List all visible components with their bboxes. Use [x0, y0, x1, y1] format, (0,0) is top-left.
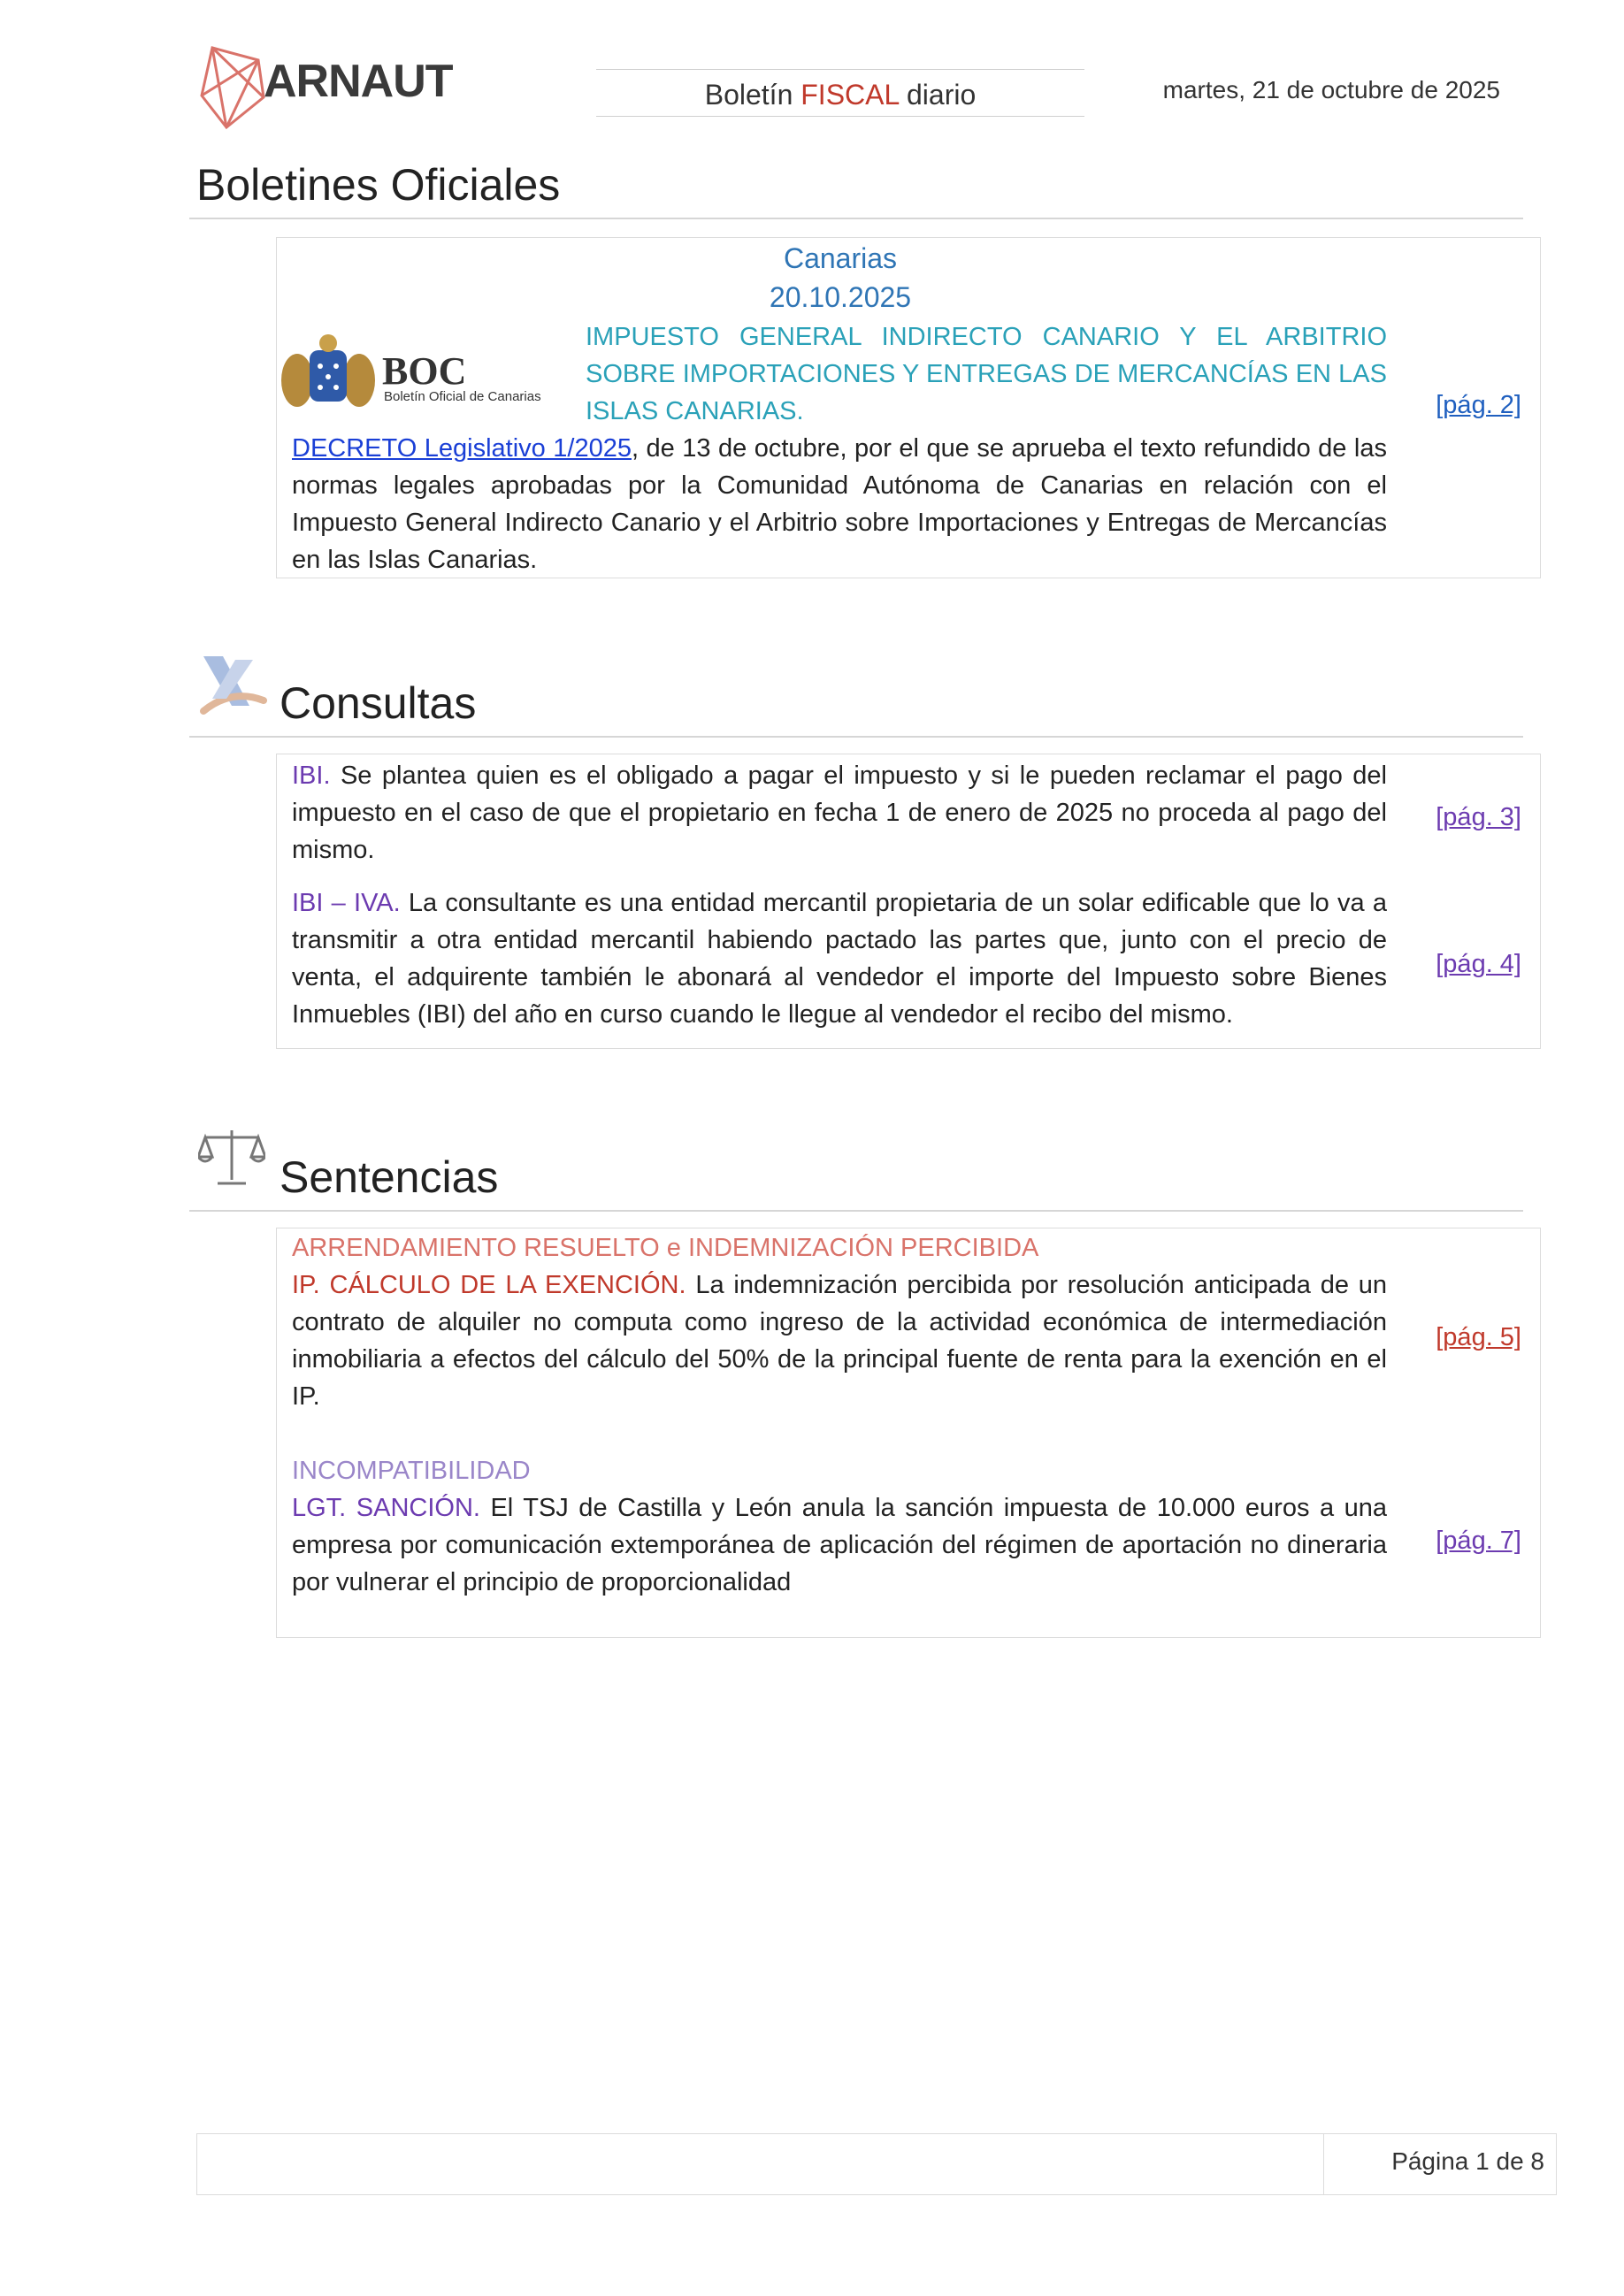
consulta-text: La consultante es una entidad mercantil propietaria de un solar edificable que lo va a transmitir a otra entidad mercantil habiendo pactado las partes que, junto con el precio de venta, el adquirente también le abonará al vendedor el importe del Impuesto sobre Bienes Inmuebles (IBI) del año en curso cuando le llegue al vendedor el recibo del mismo. — [292, 889, 1387, 1029]
sentencia-category — [292, 1229, 1038, 1267]
boc-logo-subtext: Boletín Oficial de Canarias — [384, 389, 541, 404]
section-title-sentencias: Sentencias — [280, 1152, 499, 1202]
page-ref-link[interactable]: [pág. 7] — [1436, 1527, 1521, 1555]
page-ref-link[interactable]: [pág. 2] — [1436, 391, 1521, 419]
section-title-consultas: Consultas — [280, 678, 477, 728]
sentencia-tag: LGT. SANCIÓN. — [292, 1494, 480, 1522]
page-ref-link[interactable]: [pág. 3] — [1436, 803, 1521, 831]
arnaut-logo-text: ARNAUT — [264, 56, 453, 107]
sentencia-text: La indemnización percibida por resolución anticipada de un contrato de alquiler no computa como ingreso de la actividad económica de intermediación inmobiliaria a efectos del cálculo del 50% de la principal fuente de renta para la exención en el IP. — [292, 1271, 1387, 1411]
sentencia-tag: IP. CÁLCULO DE LA EXENCIÓN. — [292, 1271, 686, 1299]
boc-region: Canarias — [783, 242, 898, 274]
consulta-tag: IBI. — [292, 762, 331, 790]
aeat-logo-icon — [196, 653, 269, 718]
bulletin-suffix: diario — [899, 79, 977, 111]
sentencia-entry — [292, 1267, 1387, 1415]
section-title-boletines: Boletines Oficiales — [196, 160, 561, 210]
sentencia-text: El TSJ de Castilla y León anula la sanción impuesta de 10.000 euros a una empresa por comunicación extemporánea de aplicación del régimen de aportación no dineraria por vulnerar el principio de proporcionalidad — [292, 1494, 1387, 1596]
sentencia-category — [292, 1452, 531, 1489]
decreto-link[interactable]: DECRETO Legislativo 1/2025 — [292, 434, 632, 463]
boc-date: 20.10.2025 — [769, 281, 912, 313]
page-ref-link[interactable]: [pág. 5] — [1436, 1323, 1521, 1351]
boc-entry-title: IMPUESTO GENERAL INDIRECTO CANARIO Y EL ARBITRIO SOBRE IMPORTACIONES Y ENTREGAS DE MERCANCÍAS EN LAS ISLAS CANARIAS. — [586, 323, 1387, 425]
consulta-entry — [292, 884, 1387, 1033]
sentencia-category-text: ARRENDAMIENTO RESUELTO e INDEMNIZACIÓN PERCIBIDA — [292, 1234, 1039, 1262]
bulletin-prefix: Boletín — [704, 79, 801, 111]
sentencia-category-text: INCOMPATIBILIDAD — [292, 1457, 531, 1485]
page-number: Página 1 de 8 — [1391, 2147, 1544, 2175]
consulta-entry — [292, 757, 1387, 869]
boc-logo-text: BOC — [382, 349, 467, 393]
section-divider — [189, 218, 1523, 219]
boc-entry-text: , de 13 de octubre, por el que se aprueba el texto refundido de las normas legales aprobadas por la Comunidad Autónoma de Canarias en relación con el Impuesto General Indirecto Canario y el Arbitrio sobre Importaciones y Entregas de Mercancías en las Islas Canarias. — [292, 434, 1387, 574]
boc-entry-body — [292, 430, 1387, 578]
sentencia-entry — [292, 1489, 1387, 1601]
section-divider — [189, 736, 1523, 738]
boc-coat-of-arms-icon — [278, 331, 379, 414]
footer-divider — [1323, 2133, 1324, 2195]
bulletin-title — [596, 69, 1084, 117]
consulta-text: Se plantea quien es el obligado a pagar el impuesto y si le pueden reclamar el pago del impuesto en el caso de que el propietario en fecha 1 de enero de 2025 no proceda al pago del mismo. — [292, 762, 1387, 864]
bulletin-accent: FISCAL — [801, 79, 900, 111]
header-date: martes, 21 de octubre de 2025 — [1162, 76, 1500, 103]
scales-of-justice-icon — [198, 1125, 265, 1189]
page-ref-link[interactable]: [pág. 4] — [1436, 950, 1521, 978]
section-divider — [189, 1210, 1523, 1212]
consulta-tag: IBI – IVA. — [292, 889, 401, 917]
